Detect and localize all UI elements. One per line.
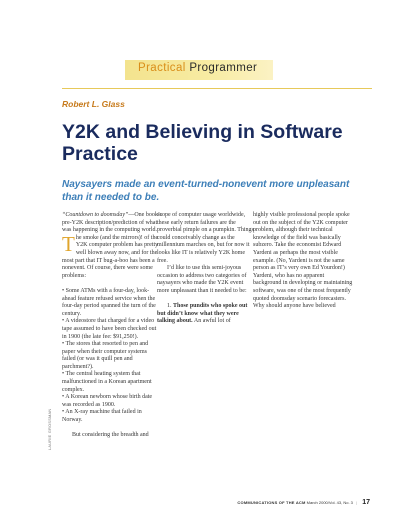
bullet-item: • The central heating system that malfunctioned in a Korean apartment complex.: [62, 371, 152, 393]
closing-paragraph: But considering the breadth and: [72, 432, 149, 439]
opening-paragraph: [62, 231, 162, 281]
journal-name: COMMUNICATIONS OF THE ACM: [237, 500, 306, 505]
column-title: [138, 62, 257, 74]
numbered-item: [157, 303, 257, 326]
header-rule: [62, 88, 372, 89]
bullet-item: • The stores that resorted to pen and paper when their computer systems failed (or was it quill pen and parchment?).: [62, 341, 149, 370]
article-title: Y2K and Believing in Software Practice: [62, 121, 343, 165]
text-column-3: [253, 212, 353, 311]
footer-divider: |: [356, 500, 358, 505]
photo-credit: LAURIE GROSSMAN: [48, 408, 52, 450]
item-number: 1.: [167, 303, 172, 310]
bullet-item: • A Korean newborn whose birth date was recorded as 1900.: [62, 394, 153, 408]
paragraph: scope of computer usage worldwide, these early return failures are the proverbial pimple on a pumpkin. Things could conceivably change as the millennium marches on, but for now it looks like IT is relatively Y2K home free.: [157, 212, 254, 264]
text-column-1: [62, 212, 162, 440]
column-title-part2: Programmer: [189, 62, 258, 74]
item-text: An awful lot of: [193, 318, 231, 325]
drop-cap: T: [62, 231, 75, 256]
text-column-2: [157, 212, 257, 326]
bullet-item: • A videostore that charged for a video tape assumed to have been checked out in 1900 (the late fee: $91,250!).: [62, 318, 157, 340]
author-byline: Robert L. Glass: [62, 99, 125, 109]
epigraph-quote: “Countdown to doomsday”: [62, 212, 129, 218]
issue-info: March 2000/Vol. 43, No. 3: [306, 500, 353, 505]
column-title-part1: Practical: [138, 62, 186, 74]
epigraph: [62, 212, 162, 235]
page-footer: [237, 499, 370, 506]
item-heading: Those pundits who spoke out but didn’t know what they were talking about.: [157, 303, 248, 325]
page-number: 17: [362, 499, 370, 506]
bullet-item: • An X-ray machine that failed in Norway.: [62, 409, 142, 424]
article-subtitle: Naysayers made an event-turned-nonevent more unpleasant than it needed to be.: [62, 179, 350, 203]
paragraph: I’d like to use this semi-joyous occasion to address two categories of naysayers who made the Y2K event more unpleasant than it needed to be:: [157, 265, 247, 294]
epigraph-source: —One book’s pre-Y2K description/prediction of what was happening in the computing world.: [62, 212, 162, 234]
opening-text: he smoke (and the mirrors)! of the Y2K computer problem has pretty well blown away now, and for the most part that IT bug-a-boo has been a nonevent. Of course, there were some problems:: [62, 234, 159, 279]
bullet-item: • Some ATMs with a four-day, look-ahead feature refused service when the four-day period spanned the turn of the century.: [62, 287, 156, 317]
paragraph: highly visible professional people spoke out on the subject of the Y2K computer problem, although their technical knowledge of the field was basically subzero. Take the economist Edward Yardeni as perhaps the most visible example. (No, Yardeni is not the same person as IT’s very own Ed Yourdon!) Yardeni, who has no apparent background in developing or maintaining software, was one of the most frequently quoted doomsday scenario forecasters. Why should anyone have believed: [253, 212, 353, 310]
